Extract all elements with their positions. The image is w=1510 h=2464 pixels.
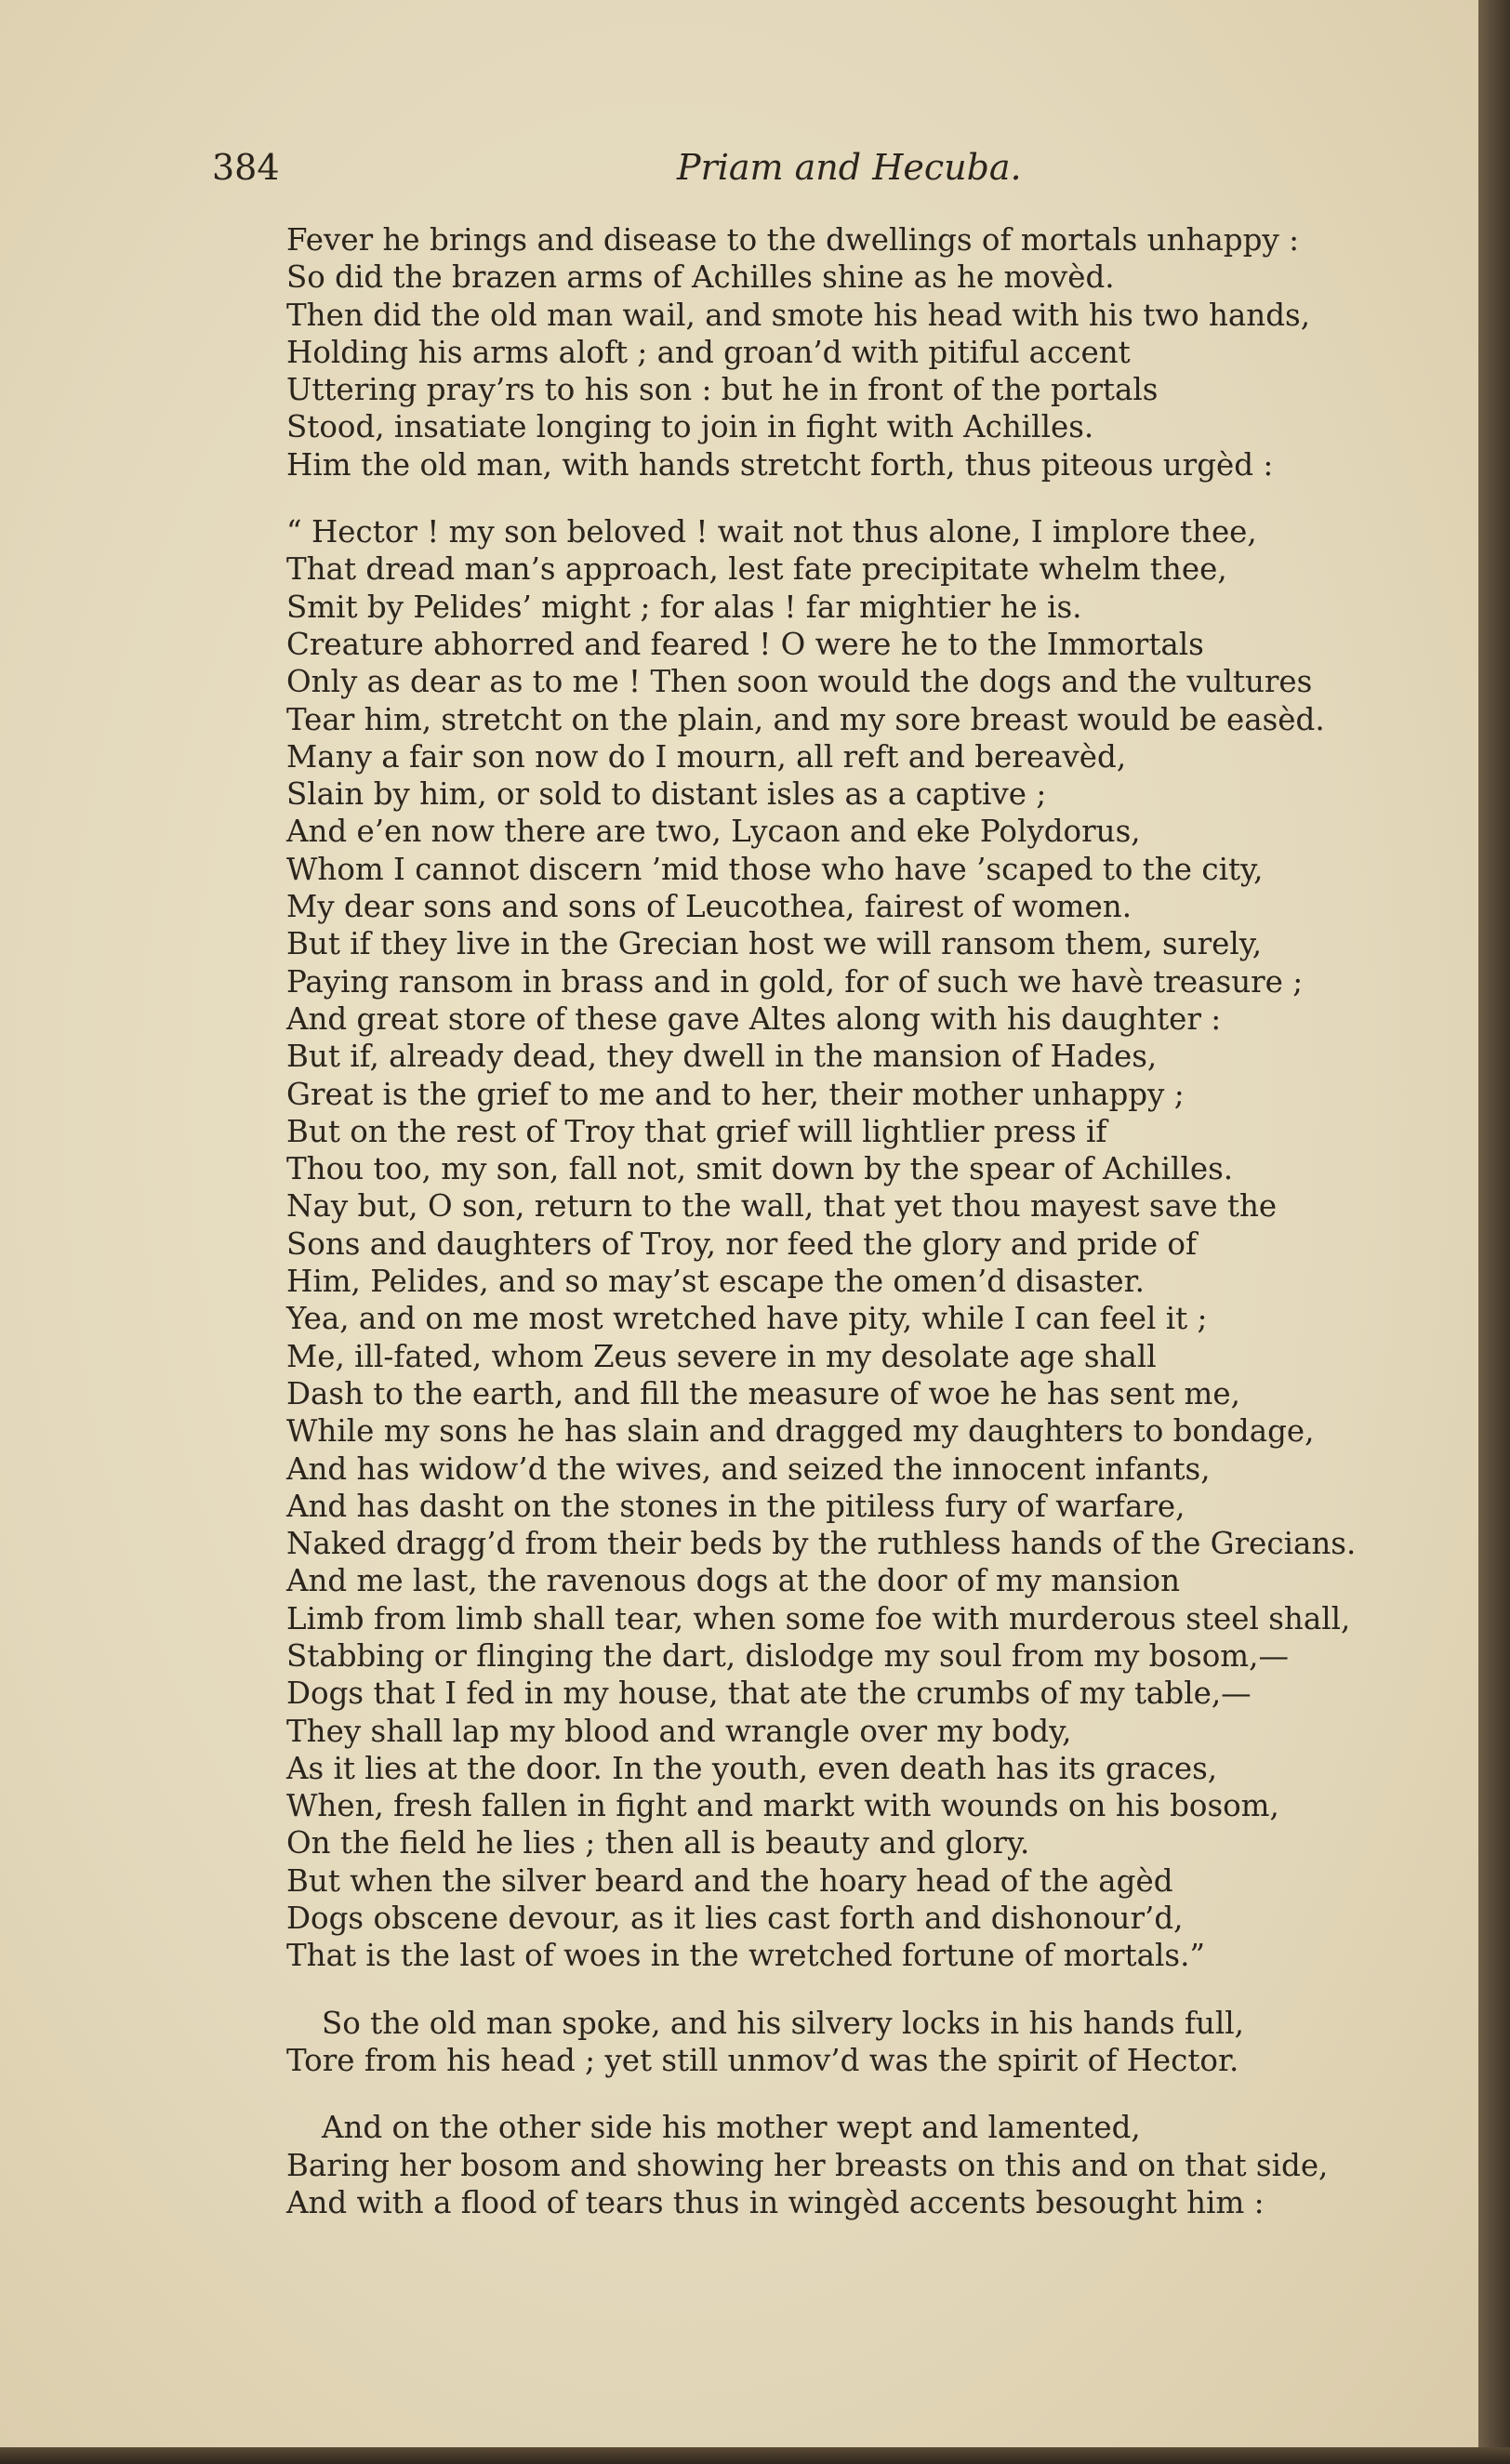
verse-line: While my sons he has slain and dragged my daughters to bondage, — [286, 1413, 1315, 1450]
verse-line: And has dasht on the stones in the pitiless fury of warfare, — [286, 1488, 1185, 1524]
verse-line: Stood, insatiate longing to join in fight with Achilles. — [286, 409, 1094, 445]
verse-line: Whom I cannot discern ’mid those who have ’scaped to the city, — [286, 851, 1264, 887]
verse-line: Fever he brings and disease to the dwellings of mortals unhappy : — [286, 222, 1300, 258]
verse-line: So did the brazen arms of Achilles shine as he movèd. — [286, 259, 1115, 296]
verse-line: Smit by Pelides’ might ; for alas ! far mightier he is. — [286, 589, 1082, 625]
verse-line: Holding his arms aloft ; and groan’d with pitiful accent — [286, 334, 1131, 370]
verse-line: When, fresh fallen in fight and markt with wounds on his bosom, — [286, 1788, 1279, 1824]
verse-line: Dogs obscene devour, as it lies cast forth and dishonour’d, — [286, 1901, 1184, 1937]
verse-line: Then did the old man wail, and smote his head with his two hands, — [286, 297, 1311, 333]
verse-line: And with a flood of tears thus in wingèd accents besought him : — [286, 2184, 1265, 2220]
verse-line: Nay but, O son, return to the wall, that yet thou mayest save the — [286, 1188, 1278, 1225]
verse-line: Baring her bosom and showing her breasts on this and on that side, — [286, 2147, 1329, 2183]
verse-line: Only as dear as to me ! Then soon would the dogs and the vultures — [286, 664, 1313, 700]
verse-line: Uttering pray’rs to his son : but he in front of the portals — [286, 372, 1159, 408]
verse-line: That is the last of woes in the wretched fortune of mortals.” — [286, 1938, 1206, 1974]
verse-line: But when the silver beard and the hoary head of the agèd — [286, 1862, 1173, 1899]
verse-line: So the old man spoke, and his silvery locks in his hands full, — [322, 2005, 1244, 2041]
verse-line: Paying ransom in brass and in gold, for of such we havè treasure ; — [286, 963, 1304, 1000]
verse-line: And great store of these gave Altes along with his daughter : — [286, 1000, 1222, 1037]
verse-line: And me last, the ravenous dogs at the door of my mansion — [286, 1563, 1181, 1599]
verse-line: Slain by him, or sold to distant isles as a captive ; — [286, 776, 1047, 813]
verse-line: Sons and daughters of Troy, nor feed the glory and pride of — [286, 1225, 1197, 1262]
verse-line: Tore from his head ; yet still unmov’d was the spirit of Hector. — [286, 2042, 1239, 2078]
stanza — [286, 513, 1365, 1975]
verse-line: Many a fair son now do I mourn, all reft and bereavèd, — [286, 738, 1127, 775]
verse-line: And e’en now there are two, Lycaon and eke Polydorus, — [286, 814, 1141, 850]
verse-line: Stabbing or flinging the dart, dislodge my soul from my bosom,— — [286, 1637, 1289, 1674]
verse-line: Limb from limb shall tear, when some foe with murderous steel shall, — [286, 1600, 1351, 1636]
verse-line: That dread man’s approach, lest fate precipitate whelm thee, — [286, 551, 1227, 588]
poem-body — [286, 221, 1365, 2251]
verse-line: Naked dragg’d from their beds by the ruthless hands of the Grecians. — [286, 1526, 1357, 1562]
verse-line: My dear sons and sons of Leucothea, fairest of women. — [286, 889, 1132, 925]
verse-line: On the field he lies ; then all is beauty and glory. — [286, 1825, 1030, 1861]
verse-line: Thou too, my son, fall not, smit down by the spear of Achilles. — [286, 1151, 1234, 1187]
verse-line: They shall lap my blood and wrangle over my body, — [286, 1713, 1072, 1749]
verse-line: And on the other side his mother wept and lamented, — [322, 2110, 1141, 2146]
verse-line: Him, Pelides, and so may’st escape the omen’d disaster. — [286, 1264, 1145, 1300]
verse-line: As it lies at the door. In the youth, even death has its graces, — [286, 1750, 1218, 1786]
stanza — [286, 2005, 1365, 2080]
verse-line: Him the old man, with hands stretcht forth, thus piteous urgèd : — [286, 446, 1274, 483]
verse-line: Dash to the earth, and fill the measure of woe he has sent me, — [286, 1375, 1240, 1411]
verse-line: Great is the grief to me and to her, their mother unhappy ; — [286, 1076, 1185, 1112]
running-head: Priam and Hecuba. — [677, 147, 1022, 188]
page-header — [212, 147, 1330, 193]
book-gutter — [1478, 0, 1510, 2464]
verse-line: Yea, and on me most wretched have pity, while I can feel it ; — [286, 1301, 1208, 1337]
page-bottom-edge — [0, 2447, 1510, 2464]
verse-line: “ Hector ! my son beloved ! wait not thus alone, I implore thee, — [286, 514, 1257, 550]
verse-line: Tear him, stretcht on the plain, and my sore breast would be easèd. — [286, 701, 1325, 737]
verse-line: And has widow’d the wives, and seized the innocent infants, — [286, 1451, 1211, 1487]
stanza — [286, 221, 1365, 484]
verse-line: Dogs that I fed in my house, that ate the crumbs of my table,— — [286, 1676, 1252, 1712]
stanza — [286, 2109, 1365, 2221]
verse-line: Me, ill-fated, whom Zeus severe in my desolate age shall — [286, 1338, 1157, 1374]
verse-line: But on the rest of Troy that grief will lightlier press if — [286, 1113, 1107, 1149]
verse-line: But if they live in the Grecian host we will ransom them, surely, — [286, 926, 1263, 962]
page-number: 384 — [212, 147, 280, 188]
verse-line: Creature abhorred and feared ! O were he to the Immortals — [286, 626, 1204, 662]
verse-line: But if, already dead, they dwell in the mansion of Hades, — [286, 1039, 1158, 1075]
